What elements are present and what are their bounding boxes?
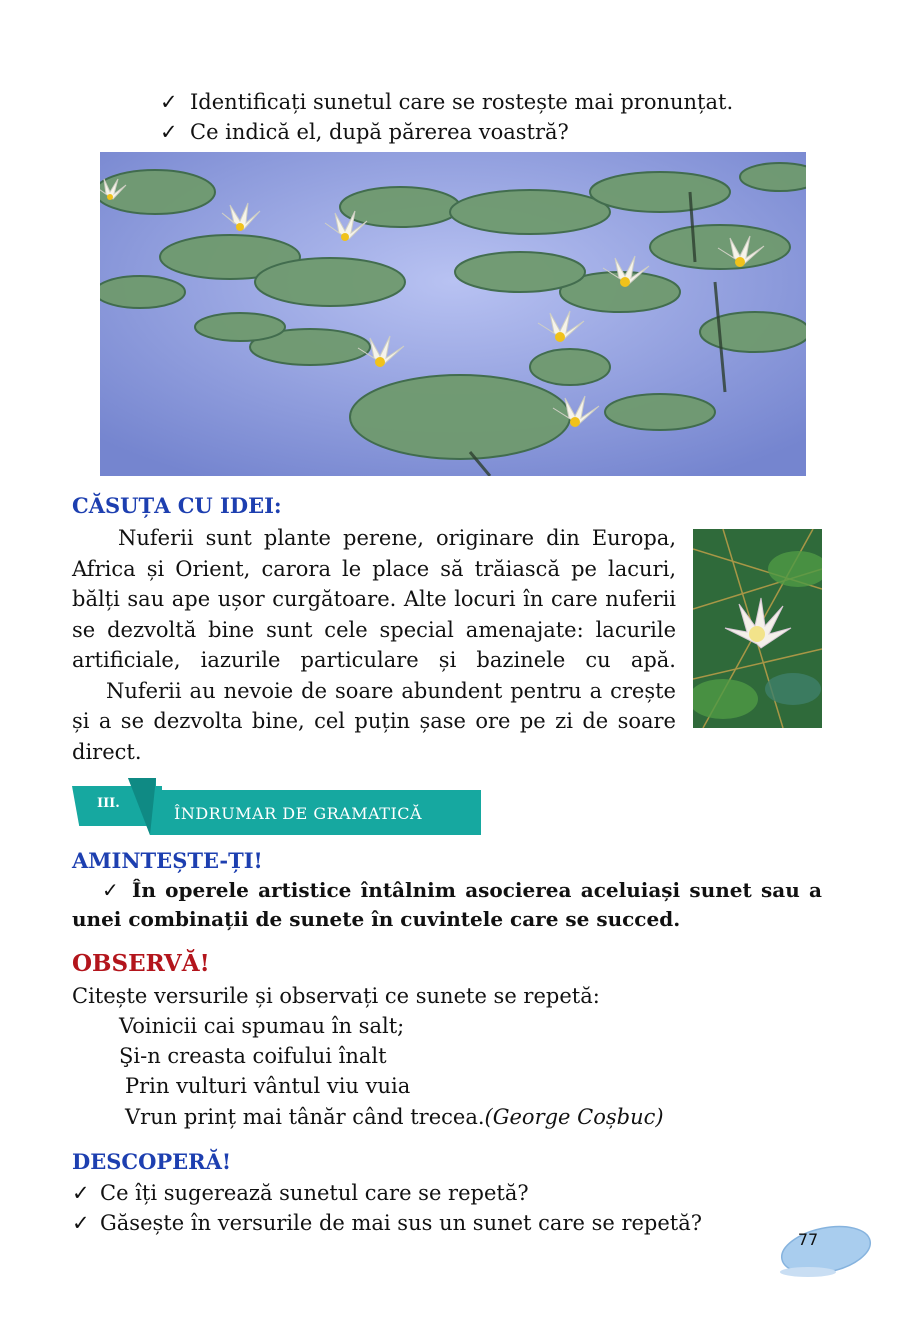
remember-heading: AMINTEȘTE-ȚI! <box>72 848 263 873</box>
ideas-line-6 <box>72 676 676 707</box>
page-number: 77 <box>797 1230 819 1249</box>
checkmark-icon: ✓ <box>160 90 178 114</box>
discover-question-1-text: Ce îți sugerează sunetul care se repetă? <box>100 1181 529 1205</box>
intro-bullet-2 <box>160 117 569 147</box>
verse-4-text: Vrun prinț mai tânăr când trecea. <box>125 1105 485 1129</box>
remember-line-2: unei combinații de sunete în cuvintele care se succed. <box>72 907 681 931</box>
checkmark-icon: ✓ <box>72 1181 90 1205</box>
intro-bullet-2-text: Ce indică el, după părerea voastră? <box>190 120 569 144</box>
verse-author: (George Coșbuc) <box>484 1105 664 1129</box>
verse-3: Prin vulturi vântul viu vuia <box>125 1074 411 1098</box>
intro-bullet-1 <box>160 87 733 117</box>
section-number: III. <box>97 796 120 811</box>
ideas-line-7: și a se dezvolta bine, cel puțin șase ore pe zi de soare <box>72 709 676 733</box>
discover-heading: DESCOPERĂ! <box>72 1149 232 1174</box>
section-title: ÎNDRUMAR DE GRAMATICĂ <box>174 804 423 823</box>
intro-bullet-1-text: Identificați sunetul care se rostește mai pronunțat. <box>190 90 734 114</box>
ideas-heading: CĂSUȚA CU IDEI: <box>72 493 282 518</box>
ideas-line-5: artificiale, iazurile particulare și bazinele cu apă. <box>72 648 676 672</box>
discover-question-1 <box>72 1178 529 1208</box>
ideas-line-6-text: Nuferii au nevoie de soare abundent pentru a crește <box>106 678 676 703</box>
checkmark-icon: ✓ <box>102 878 119 902</box>
checkmark-icon: ✓ <box>72 1211 90 1235</box>
remember-line-1 <box>72 876 822 905</box>
verse-1: Voinicii cai spumau în salt; <box>119 1014 405 1038</box>
observe-instruction: Citește versurile și observați ce sunete se repetă: <box>72 984 600 1008</box>
discover-question-2-text: Găsește în versurile de mai sus un sunet care se repetă? <box>100 1211 703 1235</box>
remember-paragraph <box>72 876 822 934</box>
verse-2: Şi-n creasta coifului înalt <box>119 1044 387 1068</box>
verse-4 <box>125 1102 664 1133</box>
lily-thumbnail-image <box>693 529 822 728</box>
remember-line-1-text: În operele artistice întâlnim asocierea aceluiași sunet sau a <box>132 878 822 902</box>
ideas-line-8: direct. <box>72 739 142 764</box>
discover-question-2 <box>72 1208 702 1238</box>
ideas-line-2: Africa și Orient, carora le place să trăiască pe lacuri, <box>72 556 676 581</box>
ideas-line-4: se dezvoltă bine sunt cele special amenajate: lacurile <box>72 617 676 642</box>
ideas-line-3: bălți sau ape ușor curgătoare. Alte locuri în care nuferii <box>72 587 676 611</box>
water-lilies-illustration <box>100 152 806 476</box>
lily-thumbnail-illustration <box>693 529 822 728</box>
ideas-line-1-text: Nuferii sunt plante perene, originare din Europa, <box>118 526 676 550</box>
observe-heading: OBSERVĂ! <box>72 950 210 977</box>
ideas-line-1 <box>72 523 676 554</box>
checkmark-icon: ✓ <box>160 120 178 144</box>
ideas-paragraph <box>72 523 676 767</box>
water-lilies-image <box>100 152 806 476</box>
